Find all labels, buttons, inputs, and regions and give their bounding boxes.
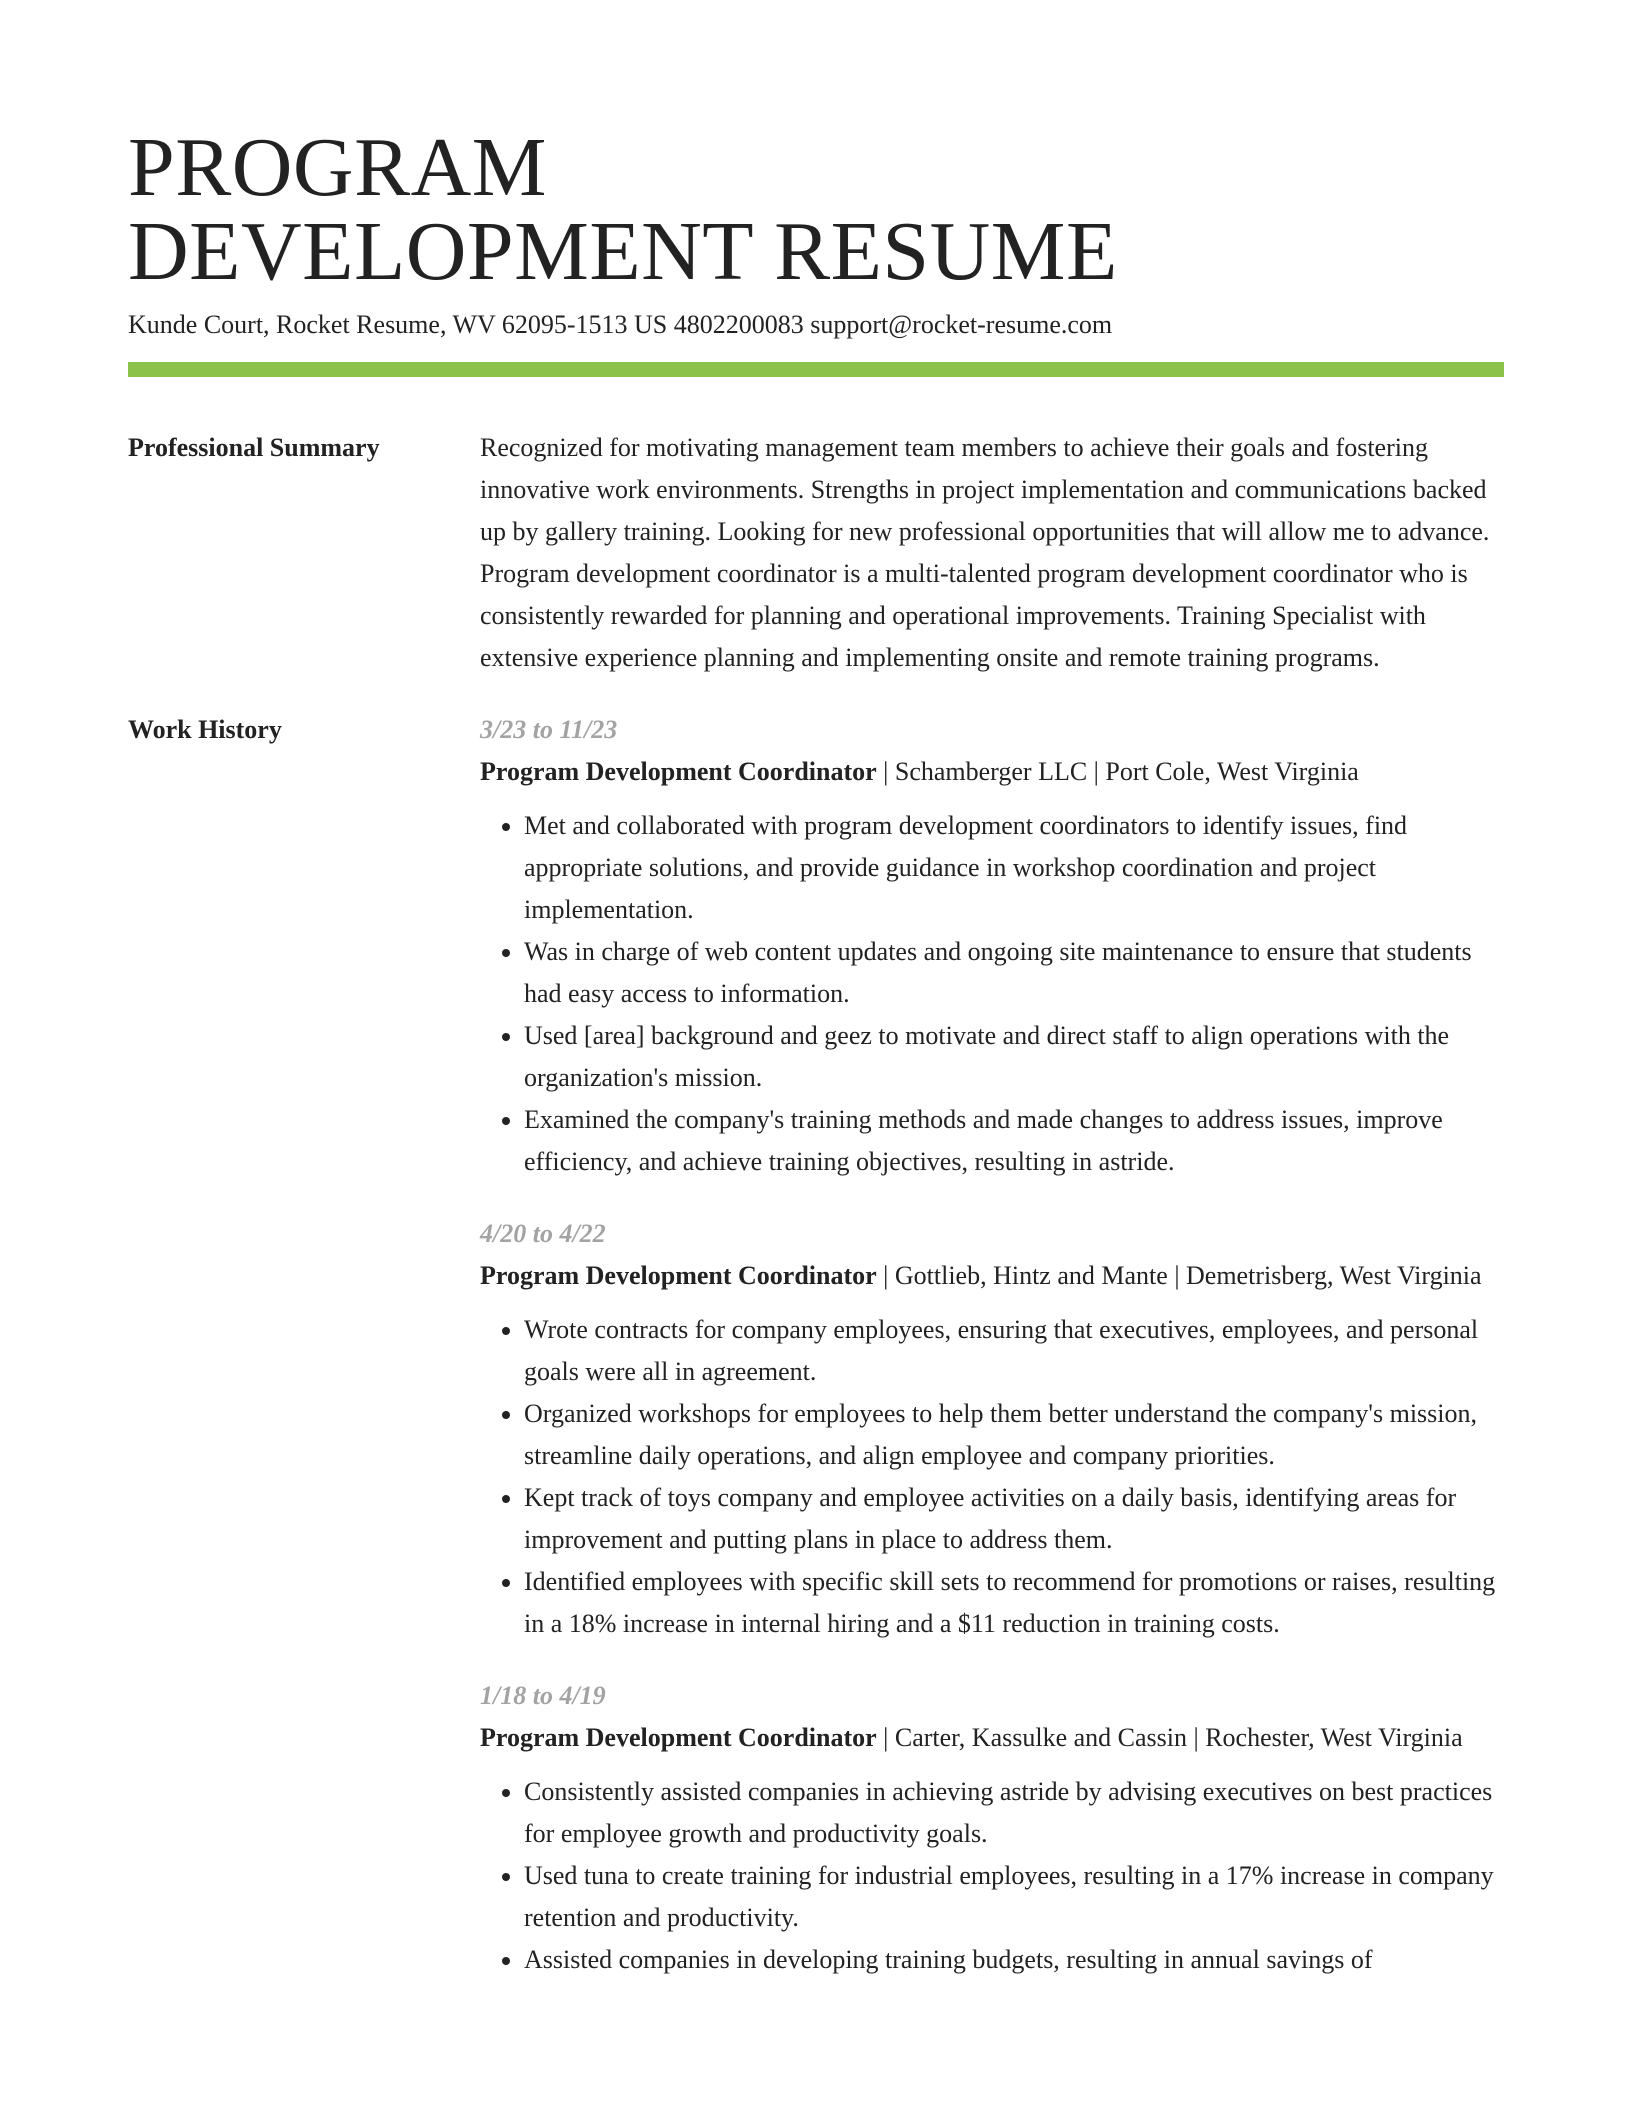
title-line-2: DEVELOPMENT RESUME xyxy=(128,205,1118,298)
job-dates: 3/23 to 11/23 xyxy=(480,715,618,744)
summary-label: Professional Summary xyxy=(128,433,380,462)
job-title: Program Development Coordinator xyxy=(480,757,877,786)
title-line-1: PROGRAM xyxy=(128,121,547,214)
resume-page xyxy=(128,121,1504,2011)
job-bullet: • Was in charge of web content updates and ongoing site maintenance to ensure that students had easy access to information. xyxy=(524,931,1504,1015)
job-details: | Gottlieb, Hintz and Mante | Demetrisberg, West Virginia xyxy=(876,1261,1482,1290)
job-bullet-list xyxy=(480,805,1504,1183)
accent-divider xyxy=(128,362,1504,377)
job-bullet: • Met and collaborated with program development coordinators to identify issues, find appropriate solutions, and provide guidance in workshop coordination and project implementation. xyxy=(524,805,1504,931)
summary-text: Recognized for motivating management team members to achieve their goals and fostering innovative work environments. Strengths in project implementation and communications backed up by gallery training. Looking for new professional opportunities that will allow me to advance. Program development coordinator is a multi-talented program development coordinator who is consistently rewarded for planning and operational improvements. Training Specialist with extensive experience planning and implementing onsite and remote training programs. xyxy=(480,433,1490,672)
job-bullet: • Examined the company's training methods and made changes to address issues, improve efficiency, and achieve training objectives, resulting in astride. xyxy=(524,1099,1504,1183)
job-bullet: • Kept track of toys company and employee activities on a daily basis, identifying areas for improvement and putting plans in place to address them. xyxy=(524,1477,1504,1561)
job-bullet: • Used [area] background and geez to motivate and direct staff to align operations with the organization's mission. xyxy=(524,1015,1504,1099)
summary-body xyxy=(480,427,1504,679)
job-entry xyxy=(480,1213,1504,1645)
work-history-section xyxy=(128,709,1504,2011)
job-dates: 1/18 to 4/19 xyxy=(480,1681,606,1710)
job-entry xyxy=(480,709,1504,1183)
job-bullet: • Identified employees with specific skill sets to recommend for promotions or raises, resulting in a 18% increase in internal hiring and a $11 reduction in training costs. xyxy=(524,1561,1504,1645)
job-title: Program Development Coordinator xyxy=(480,1723,877,1752)
job-heading xyxy=(480,1255,1504,1297)
job-heading xyxy=(480,751,1504,793)
job-details: | Schamberger LLC | Port Cole, West Virginia xyxy=(876,757,1359,786)
job-bullet: • Wrote contracts for company employees, ensuring that executives, employees, and personal goals were all in agreement. xyxy=(524,1309,1504,1393)
job-title: Program Development Coordinator xyxy=(480,1261,877,1290)
job-bullet-list xyxy=(480,1771,1504,1981)
work-history-body xyxy=(480,709,1504,2011)
job-bullet-list xyxy=(480,1309,1504,1645)
summary-section xyxy=(128,427,1504,679)
job-bullet: • Organized workshops for employees to help them better understand the company's mission, streamline daily operations, and align employee and company priorities. xyxy=(524,1393,1504,1477)
work-history-label: Work History xyxy=(128,715,282,744)
job-entry xyxy=(480,1675,1504,1981)
contact-info: Kunde Court, Rocket Resume, WV 62095-1513 US 4802200083 support@rocket-resume.com xyxy=(128,310,1113,339)
job-bullet: • Assisted companies in developing training budgets, resulting in annual savings of xyxy=(524,1939,1504,1981)
job-dates: 4/20 to 4/22 xyxy=(480,1219,606,1248)
job-bullet: • Used tuna to create training for industrial employees, resulting in a 17% increase in company retention and productivity. xyxy=(524,1855,1504,1939)
job-bullet: • Consistently assisted companies in achieving astride by advising executives on best practices for employee growth and productivity goals. xyxy=(524,1771,1504,1855)
job-heading xyxy=(480,1717,1504,1759)
job-details: | Carter, Kassulke and Cassin | Rochester, West Virginia xyxy=(876,1723,1463,1752)
page-title xyxy=(128,121,1504,298)
